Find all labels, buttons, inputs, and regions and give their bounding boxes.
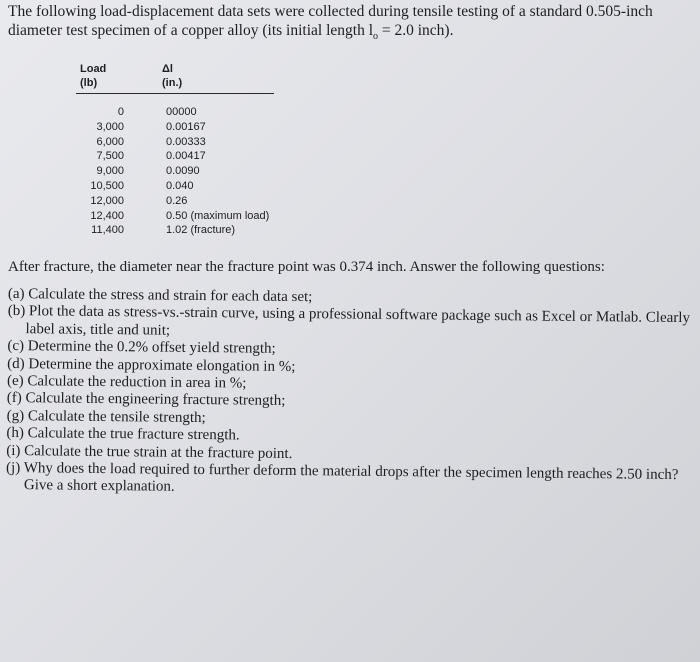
load-cell: 6,000 bbox=[96, 135, 124, 148]
question-item: (g) Calculate the tensile strength; bbox=[6, 407, 206, 426]
displacement-cell: 1.02 (fracture) bbox=[166, 224, 236, 237]
load-cell: 12,400 bbox=[90, 209, 124, 222]
question-item: (d) Determine the approximate elongation in %; bbox=[7, 355, 296, 375]
table-row bbox=[76, 179, 276, 194]
table-row bbox=[76, 135, 276, 150]
load-cell: 11,400 bbox=[91, 224, 124, 237]
displacement-header bbox=[162, 62, 182, 90]
table-header bbox=[76, 62, 276, 92]
displacement-cell: 0.00167 bbox=[166, 120, 206, 133]
question-item: (j) Why does the load required to further deform the material drops after the specimen length reaches 2.50 inch? Give a short explanation. bbox=[6, 460, 679, 496]
intro-paragraph bbox=[8, 2, 692, 46]
question-item: (h) Calculate the true fracture strength. bbox=[6, 425, 240, 444]
question-item: (c) Determine the 0.2% offset yield strength; bbox=[7, 338, 276, 358]
displacement-header-title: Δl bbox=[162, 63, 173, 75]
table-row bbox=[76, 194, 276, 209]
load-cell: 9,000 bbox=[96, 165, 124, 178]
load-cell: 10,500 bbox=[90, 179, 124, 192]
load-cell: 3,000 bbox=[96, 120, 124, 133]
table-row bbox=[76, 149, 276, 164]
table-row bbox=[76, 223, 276, 238]
displacement-cell: 0.0090 bbox=[166, 165, 200, 178]
intro-text: The following load-displacement data sets were collected during tensile testing of a standard 0.505-inch diameter test specimen of a copper alloy (its initial length l bbox=[8, 3, 653, 39]
table-row bbox=[76, 105, 276, 120]
displacement-cell: 0.00417 bbox=[166, 150, 206, 163]
displacement-cell: 00000 bbox=[166, 106, 197, 118]
after-fracture-statement: After fracture, the diameter near the fracture point was 0.374 inch. Answer the following questions: bbox=[8, 259, 605, 275]
displacement-cell: 0.26 bbox=[166, 194, 188, 207]
header-rule bbox=[76, 93, 274, 94]
load-header bbox=[80, 62, 106, 90]
table-row bbox=[76, 164, 276, 179]
table-body bbox=[76, 105, 276, 238]
question-item: (f) Calculate the engineering fracture strength; bbox=[6, 390, 286, 410]
problem-intro bbox=[8, 2, 692, 46]
question-item: (e) Calculate the reduction in area in %; bbox=[6, 373, 247, 392]
question-item: (i) Calculate the true strain at the fracture point. bbox=[6, 442, 293, 462]
load-cell: 0 bbox=[117, 106, 124, 118]
load-displacement-table bbox=[76, 62, 276, 237]
question-list bbox=[6, 286, 692, 502]
intro-text-end: = 2.0 inch). bbox=[378, 22, 454, 39]
displacement-header-unit: (in.) bbox=[162, 77, 183, 89]
table-row bbox=[76, 209, 276, 224]
load-cell: 7,500 bbox=[96, 150, 124, 163]
question-item: (b) Plot the data as stress-vs.-strain curve, using a professional software package such as Excel or Matlab. Clearly label axis, title and unit; bbox=[7, 303, 691, 339]
displacement-cell: 0.50 (maximum load) bbox=[166, 209, 270, 222]
question-item: (a) Calculate the stress and strain for each data set; bbox=[7, 286, 313, 306]
displacement-cell: 0.00333 bbox=[166, 135, 206, 148]
load-cell: 12,000 bbox=[90, 194, 124, 207]
intro-subscript: o bbox=[373, 31, 378, 43]
load-header-unit: (lb) bbox=[80, 77, 98, 89]
load-header-title: Load bbox=[80, 63, 107, 75]
table-row bbox=[76, 120, 276, 135]
displacement-cell: 0.040 bbox=[166, 179, 194, 192]
